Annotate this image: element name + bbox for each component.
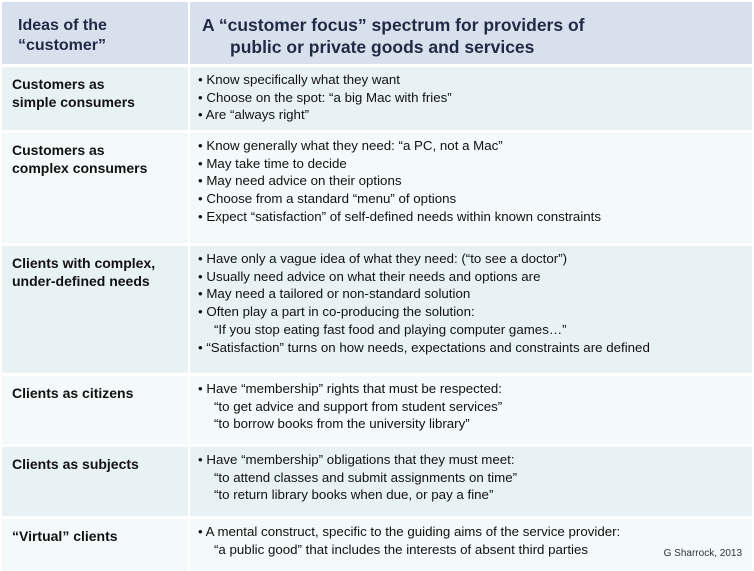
- row-label-line: simple consumers: [12, 94, 135, 110]
- row-label-line: Clients as subjects: [12, 456, 139, 472]
- description-line: • Expect “satisfaction” of self-defined needs within known constraints: [198, 208, 602, 224]
- row-label-line: Customers as: [12, 142, 105, 158]
- description-line: • Know specifically what they want: [198, 72, 400, 87]
- row-label-line: Clients as citizens: [12, 385, 134, 401]
- description-line: “If you stop eating fast food and playing computer games…”: [214, 321, 567, 337]
- description-line: • Have only a vague idea of what they need: (“to see a doctor”): [198, 251, 568, 266]
- description-line: • Have “membership” rights that must be respected:: [198, 381, 502, 396]
- row-label-line: Clients with complex,: [12, 255, 156, 271]
- description-line: “to attend classes and submit assignments on time”: [214, 469, 518, 485]
- description-line: “to get advice and support from student services”: [214, 398, 503, 414]
- description-line: • May need a tailored or non-standard solution: [198, 286, 471, 302]
- description-line: “to borrow books from the university library”: [214, 416, 470, 432]
- description-line: “to return library books when due, or pay a fine”: [214, 487, 494, 503]
- row-label-line: Customers as: [12, 76, 105, 92]
- table-row: [2, 67, 752, 133]
- description-line: • A mental construct, specific to the guiding aims of the service provider:: [198, 524, 621, 539]
- header-col2-line1: A “customer focus” spectrum for providers of: [202, 15, 585, 35]
- table-header: [2, 2, 752, 67]
- row-label: [2, 519, 188, 571]
- row-label: [2, 376, 188, 444]
- description-line: • Choose on the spot: “a big Mac with fries”: [198, 89, 452, 105]
- row-description: [188, 133, 752, 243]
- description-line: • May take time to decide: [198, 155, 347, 171]
- row-description: [188, 447, 752, 516]
- description-line: • Often play a part in co-producing the solution:: [198, 304, 475, 320]
- header-col1-line1: Ideas of the: [18, 17, 107, 34]
- description-line: • May need advice on their options: [198, 173, 402, 189]
- header-col1: [2, 2, 188, 64]
- table-row: [2, 519, 752, 571]
- description-line: • “Satisfaction” turns on how needs, expectations and constraints are defined: [198, 339, 650, 355]
- row-label-line: under-defined needs: [12, 273, 150, 289]
- row-description: [188, 246, 752, 373]
- table-row: [2, 246, 752, 376]
- table-row: [2, 376, 752, 447]
- header-col2: [188, 2, 752, 64]
- header-col1-line2: “customer”: [18, 37, 107, 54]
- description-line: • Are “always right”: [198, 107, 310, 123]
- row-label: [2, 133, 188, 243]
- row-label: [2, 67, 188, 130]
- row-label-line: complex consumers: [12, 160, 148, 176]
- row-label: [2, 447, 188, 516]
- author-credit: G Sharrock, 2013: [663, 548, 742, 559]
- description-line: • Choose from a standard “menu” of options: [198, 191, 457, 207]
- row-description: [188, 519, 752, 571]
- customer-spectrum-table: [2, 2, 752, 571]
- description-line: • Have “membership” obligations that they must meet:: [198, 452, 515, 467]
- description-line: “a public good” that includes the interests of absent third parties: [214, 541, 589, 557]
- row-description: [188, 376, 752, 444]
- row-label-line: “Virtual” clients: [12, 528, 118, 544]
- row-label: [2, 246, 188, 373]
- table-row: [2, 447, 752, 519]
- description-line: • Usually need advice on what their needs and options are: [198, 268, 541, 284]
- table-row: [2, 133, 752, 246]
- header-col2-line2: public or private goods and services: [230, 37, 535, 57]
- row-description: [188, 67, 752, 130]
- description-line: • Know generally what they need: “a PC, not a Mac”: [198, 138, 503, 153]
